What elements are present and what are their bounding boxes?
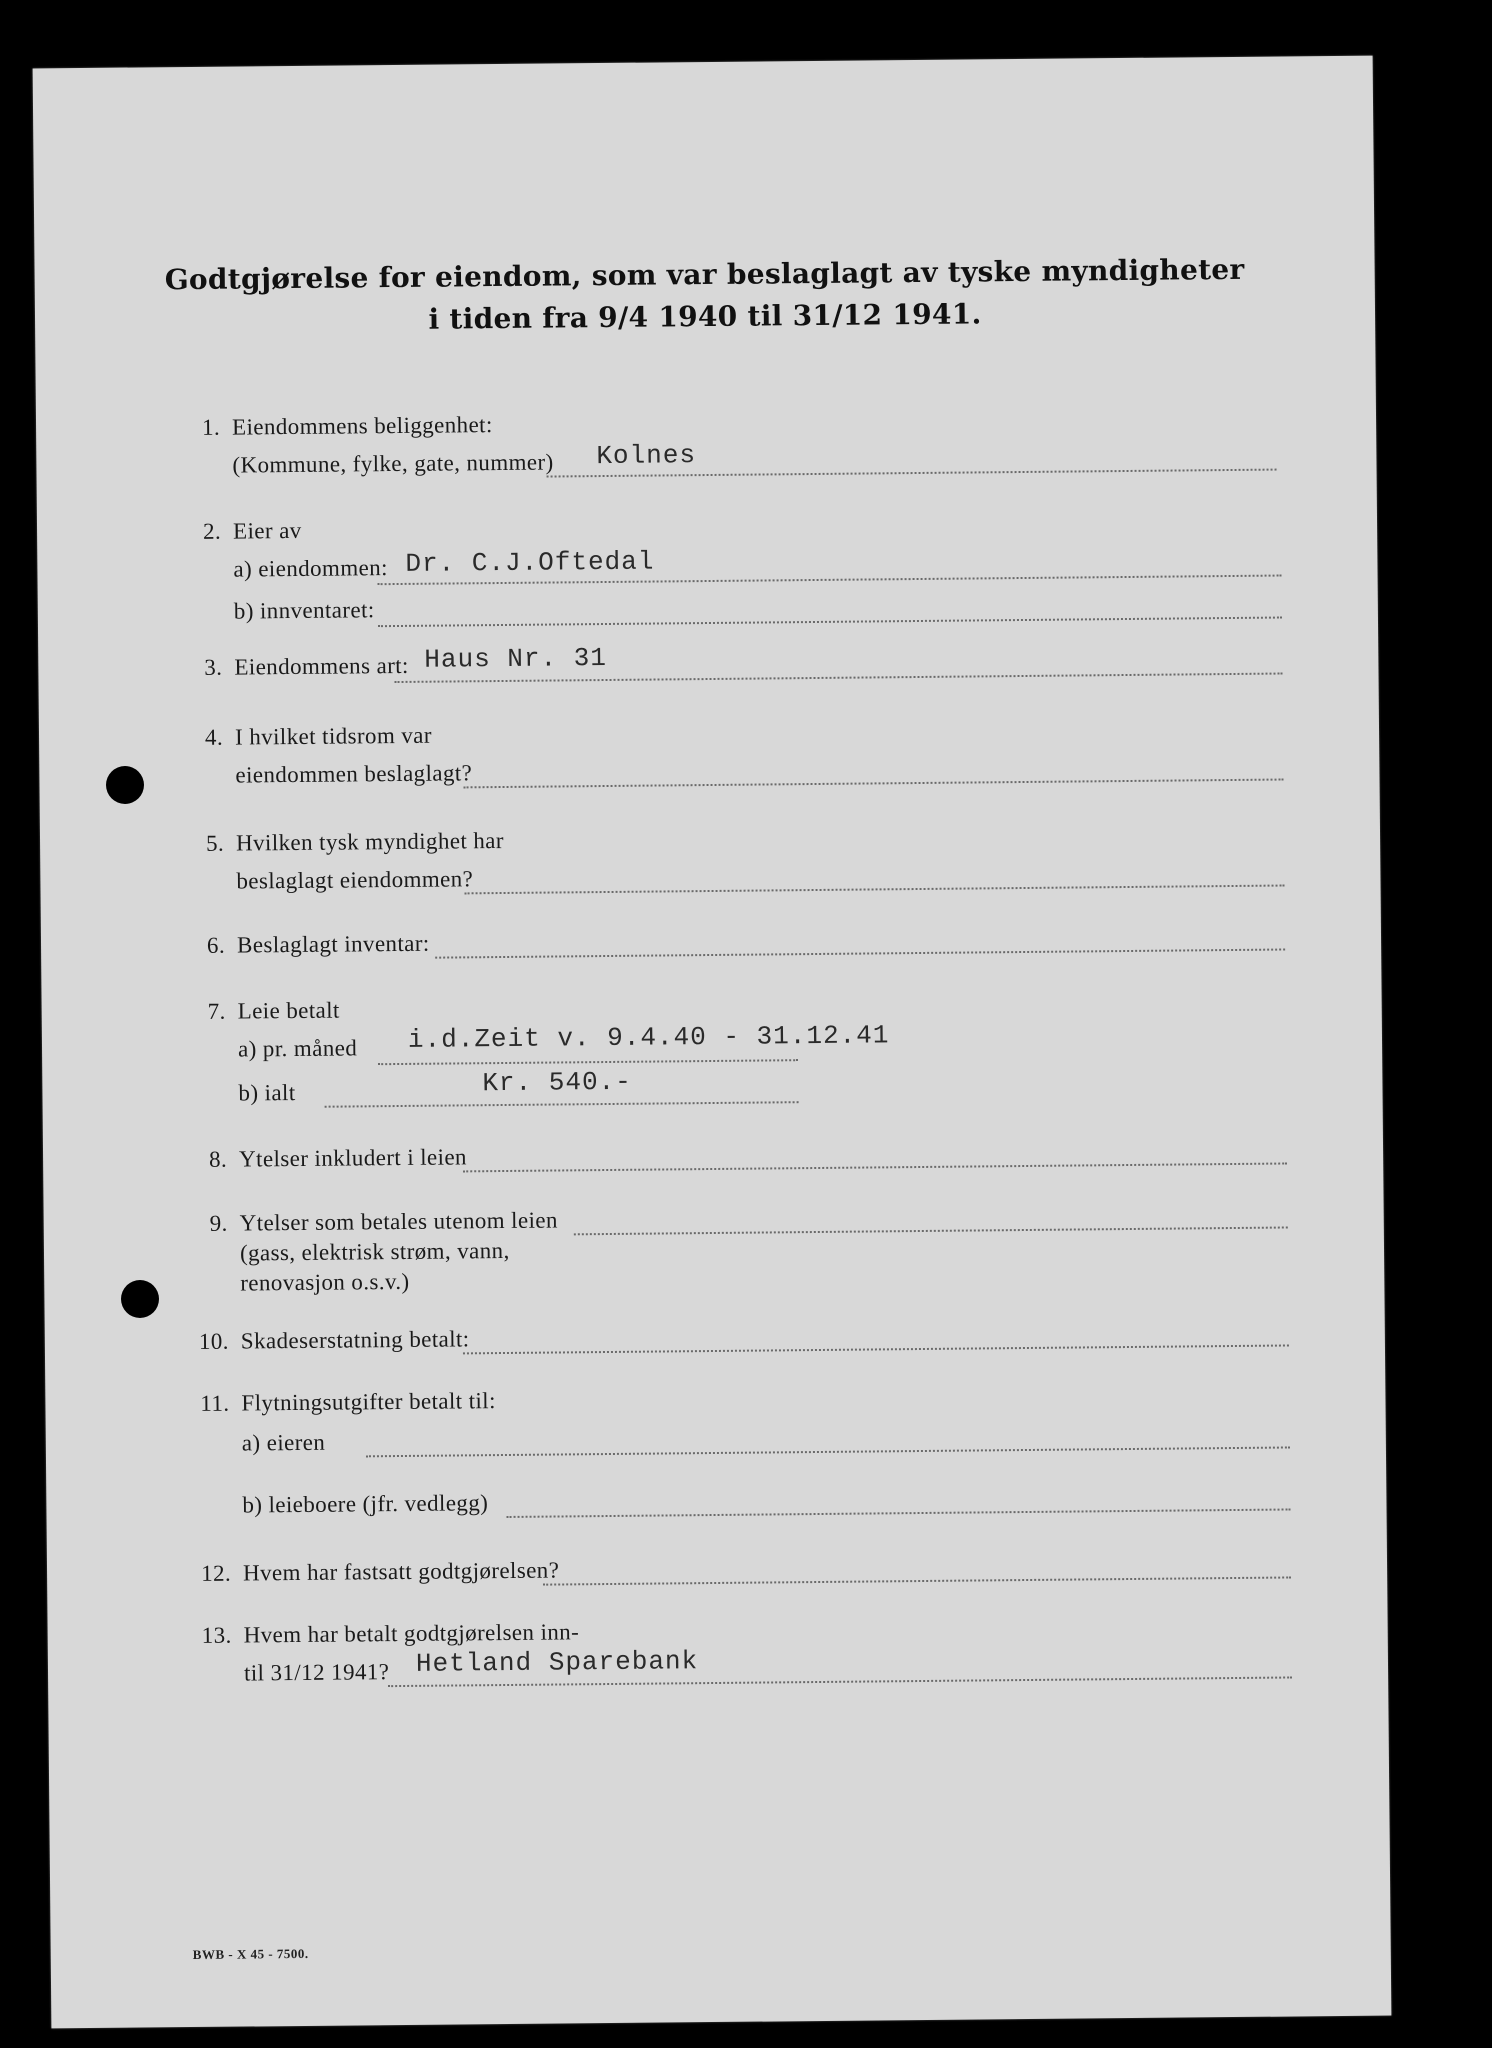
form-page (33, 56, 1392, 2029)
item-11a-label: a) eieren (241, 1429, 326, 1456)
item-4-label: 4. I hvilket tidsrom var (204, 722, 433, 750)
item-2a-answer: Dr. C.J.Oftedal (405, 546, 655, 579)
item-7b-answer-line[interactable] (325, 1101, 799, 1108)
item-7a-answer: i.d.Zeit v. 9.4.40 - 31.12.41 (407, 1020, 890, 1055)
item-13-label: 13. Hvem har betalt godtgjørelsen inn- (201, 1619, 580, 1648)
item-5-label: 5. Hvilken tysk myndighet har (205, 827, 505, 856)
item-7b-answer: Kr. 540.- (482, 1066, 632, 1099)
item-2a-label: a) eiendommen: (233, 555, 388, 582)
item-5-sublabel: beslaglagt eiendommen? (236, 866, 474, 894)
punch-hole-bottom (121, 1280, 159, 1318)
item-7b-label: b) ialt (238, 1080, 296, 1106)
punch-hole-top (106, 766, 144, 804)
item-11-label: 11. Flytningsutgifter betalt til: (200, 1388, 496, 1416)
item-12-label: 12. Hvem har fastsatt godtgjørelsen? (201, 1557, 560, 1586)
item-3-answer-line[interactable] (395, 673, 1283, 684)
form-title-line-1: Godtgjørelse for eiendom, som var beslaglagt av tyske myndigheter (164, 252, 1245, 297)
item-12-answer-line[interactable] (543, 1576, 1291, 1585)
item-8-label: 8. Ytelser inkludert i leien (208, 1144, 468, 1172)
item-11b-answer-line[interactable] (507, 1508, 1291, 1518)
item-9-sublabel-1: (gass, elektrisk strøm, vann, (239, 1237, 510, 1266)
item-13-answer-line[interactable] (388, 1676, 1292, 1687)
item-6-label: 6. Beslaglagt inventar: (206, 930, 430, 958)
item-1-label: 1. Eiendommens beliggenhet: (201, 412, 493, 440)
item-1-sublabel: (Kommune, fylke, gate, nummer) (232, 449, 554, 478)
item-11b-label: b) leieboere (jfr. vedlegg) (242, 1490, 489, 1518)
form-title-line-2: i tiden fra 9/4 1940 til 31/12 1941. (428, 297, 982, 336)
item-4-sublabel: eiendommen beslaglagt? (235, 760, 473, 788)
item-7-label: 7. Leie betalt (207, 997, 340, 1024)
item-10-answer-line[interactable] (463, 1344, 1289, 1354)
item-4-answer-line[interactable] (464, 779, 1284, 789)
item-9-label: 9. Ytelser som betales utenom leien (209, 1207, 558, 1236)
item-6-answer-line[interactable] (435, 948, 1285, 958)
item-7a-answer-line[interactable] (378, 1059, 798, 1065)
item-1-answer: Kolnes (596, 440, 697, 472)
item-9-sublabel-2: renovasjon o.s.v.) (240, 1268, 410, 1296)
item-2b-label: b) innventaret: (233, 597, 375, 624)
form-footer-code: BWB - X 45 - 7500. (192, 1945, 309, 1963)
item-3-answer: Haus Nr. 31 (424, 642, 608, 675)
item-2b-answer-line[interactable] (378, 617, 1282, 628)
item-8-answer-line[interactable] (463, 1162, 1287, 1172)
item-5-answer-line[interactable] (465, 884, 1285, 894)
item-13-sublabel: til 31/12 1941? (243, 1659, 390, 1686)
item-13-answer: Hetland Sparebank (415, 1646, 699, 1679)
item-10-label: 10. Skadeserstatning betalt: (198, 1326, 470, 1354)
item-2-label: 2. Eier av (202, 517, 302, 544)
item-11a-answer-line[interactable] (366, 1446, 1290, 1457)
item-3-label: 3. Eiendommens art: (204, 652, 409, 680)
item-7a-label: a) pr. måned (237, 1035, 358, 1062)
item-9-answer-line[interactable] (574, 1226, 1288, 1235)
